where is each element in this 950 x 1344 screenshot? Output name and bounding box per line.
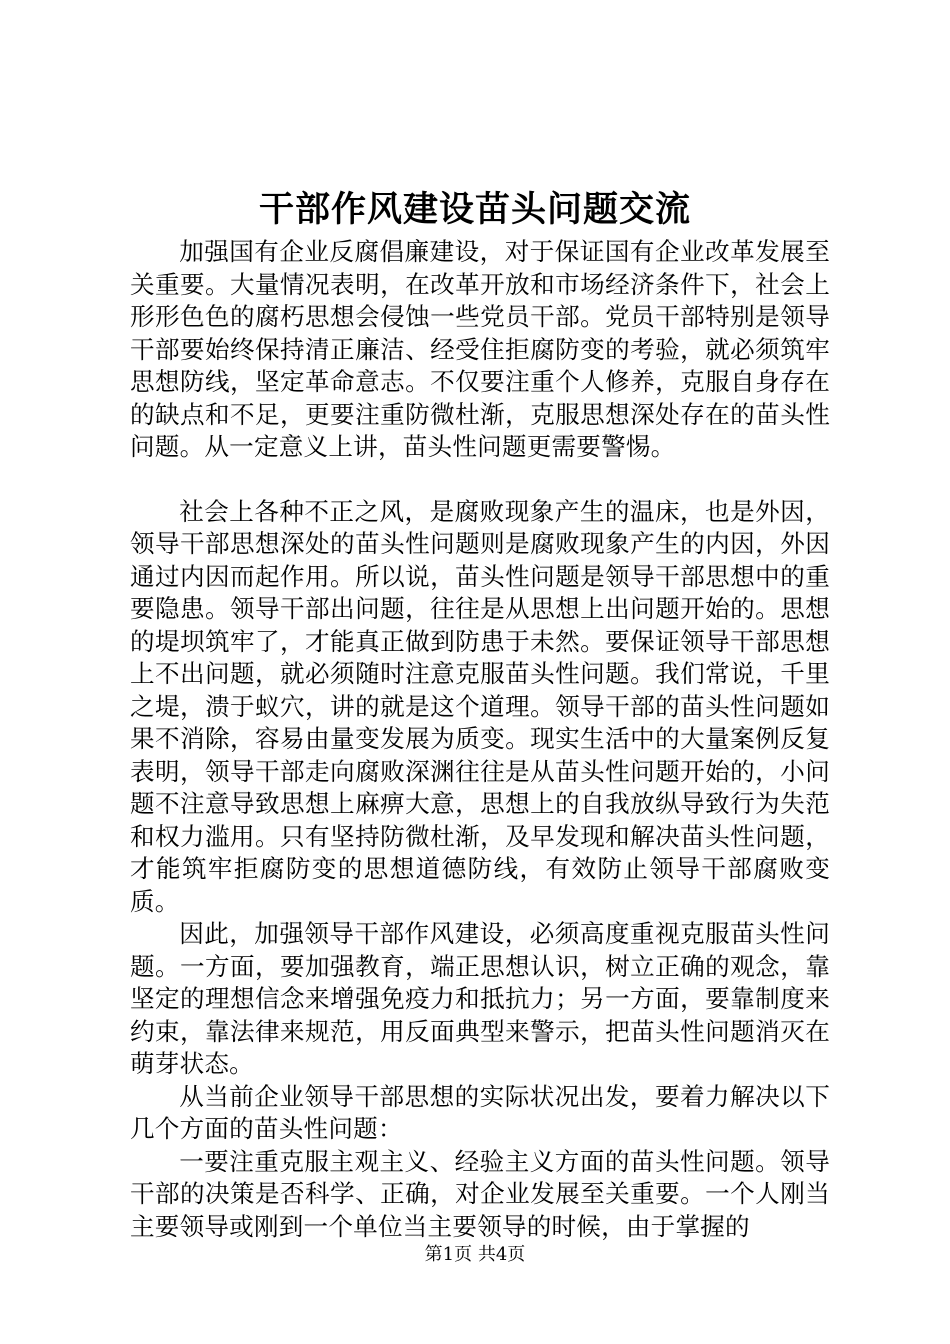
paragraph-1: 加强国有企业反腐倡廉建设，对于保证国有企业改革发展至关重要。大量情况表明，在改革开放和市场经济条件下，社会上形形色色的腐朽思想会侵蚀一些党员干部。党员干部特别是领导干部要始终保持清正廉洁、经受住拒腐防变的考验，就必须筑牢思想防线，坚定革命意志。不仅要注重个人修养，克服自身存在的缺点和不足，更要注重防微杜渐，克服思想深处存在的苗头性问题。从一定意义上讲，苗头性问题更需要警惕。 bbox=[130, 237, 830, 461]
paragraph-spacer bbox=[130, 464, 830, 496]
paragraph-3: 因此，加强领导干部作风建设，必须高度重视克服苗头性问题。一方面，要加强教育，端正思想认识，树立正确的观念，靠坚定的理想信念来增强免疫力和抵抗力；另一方面，要靠制度来约束，靠法律来规范，用反面典型来警示，把苗头性问题消灭在萌芽状态。 bbox=[130, 919, 830, 1078]
paragraph-2: 社会上各种不正之风，是腐败现象产生的温床，也是外因，领导干部思想深处的苗头性问题则是腐败现象产生的内因，外因通过内因而起作用。所以说，苗头性问题是领导干部思想中的重要隐患。领导干部出问题，往往是从思想上出问题开始的。思想的堤坝筑牢了，才能真正做到防患于未然。要保证领导干部思想上不出问题，就必须随时注意克服苗头性问题。我们常说，千里之堤，溃于蚁穴，讲的就是这个道理。领导干部的苗头性问题如果不消除，容易由量变发展为质变。现实生活中的大量案例反复表明，领导干部走向腐败深渊往往是从苗头性问题开始的，小问题不注意导致思想上麻痹大意，思想上的自我放纵导致行为失范和权力滥用。只有坚持防微杜渐，及早发现和解决苗头性问题，才能筑牢拒腐防变的思想道德防线，有效防止领导干部腐败变质。 bbox=[130, 496, 830, 916]
page-footer: 第1页 共4页 bbox=[424, 1244, 526, 1265]
document-title: 干部作风建设苗头问题交流 bbox=[258, 189, 691, 230]
paragraph-5: 一要注重克服主观主义、经验主义方面的苗头性问题。领导干部的决策是否科学、正确，对企业发展至关重要。一个人刚当主要领导或刚到一个单位当主要领导的时候，由于掌握的 bbox=[130, 1146, 830, 1241]
document-body bbox=[130, 236, 830, 1243]
paragraph-4: 从当前企业领导干部思想的实际状况出发，要着力解决以下几个方面的苗头性问题： bbox=[130, 1081, 830, 1143]
